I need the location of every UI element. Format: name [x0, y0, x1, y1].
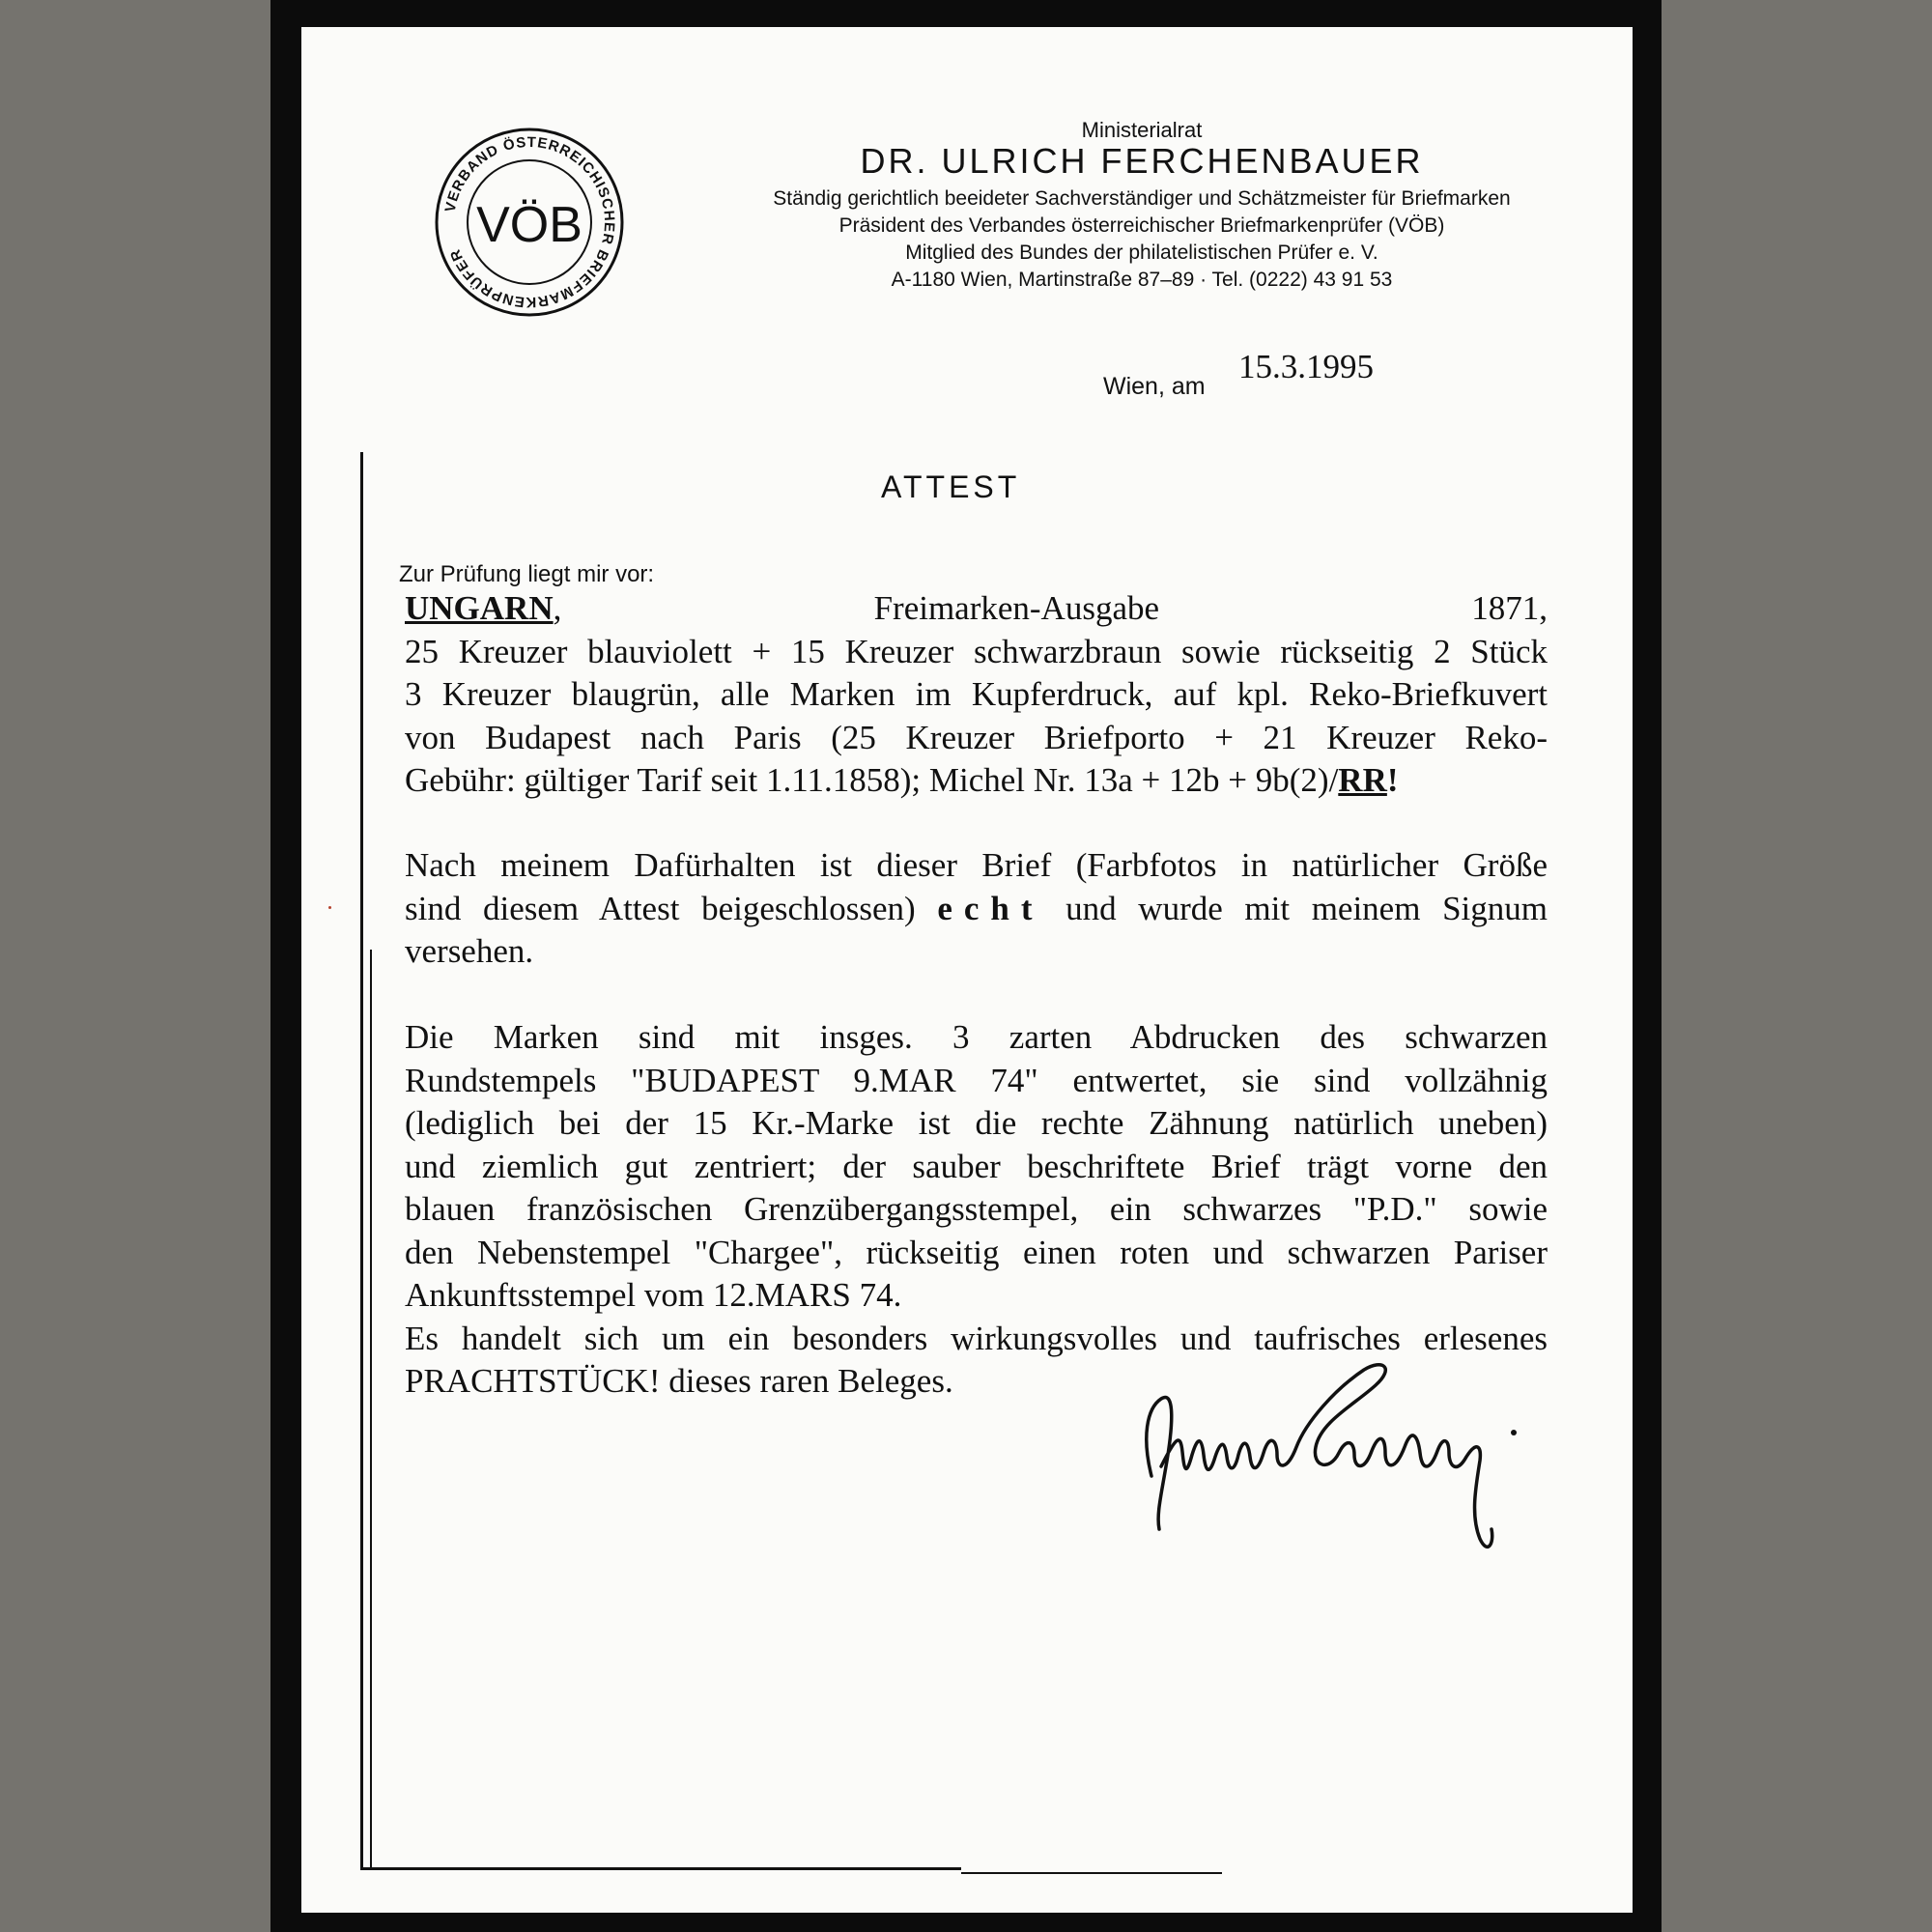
- paragraph-line: 3 Kreuzer blaugrün, alle Marken im Kupferdruck, auf kpl. Reko-Briefkuvert: [405, 675, 1548, 713]
- paragraph-line: Gebühr: gültiger Tarif seit 1.11.1858); Michel Nr. 13a + 12b + 9b(2)/RR!: [405, 761, 1399, 799]
- header-line-president: Präsident des Verbandes österreichischer Briefmarkenprüfer (VÖB): [838, 214, 1445, 237]
- document-heading: ATTEST: [881, 469, 1021, 504]
- rarity-mark: RR: [1338, 761, 1387, 799]
- svg-text:VÖB: VÖB: [476, 197, 582, 253]
- paragraph-line: UNGARN, Freimarken-Ausgabe 1871,: [405, 589, 1548, 627]
- paragraph-line: sind diesem Attest beigeschlossen) echt und wurde mit meinem Signum: [405, 889, 1548, 927]
- paragraph-line: von Budapest nach Paris (25 Kreuzer Briefporto + 21 Kreuzer Reko-: [405, 718, 1548, 756]
- paragraph-line: den Nebenstempel "Chargee", rückseitig einen roten und schwarzen Pariser: [405, 1233, 1548, 1271]
- frame-line-left-inner: [370, 950, 372, 1867]
- paragraph-line: (lediglich bei der 15 Kr.-Marke ist die rechte Zähnung natürlich uneben): [405, 1104, 1548, 1142]
- paragraph-line: Es handelt sich um ein besonders wirkungsvolles und taufrisches erlesenes: [405, 1319, 1548, 1357]
- frame-line-bottom-extension: [961, 1872, 1222, 1874]
- paragraph-line: Nach meinem Dafürhalten ist dieser Brief (Farbfotos in natürlicher Größe: [405, 846, 1548, 884]
- certificate-sheet: [301, 27, 1633, 1913]
- opinion-paragraph: [405, 844, 1548, 974]
- svg-text:VERBAND ÖSTERREICHISCHER BRIEF: VERBAND ÖSTERREICHISCHER BRIEFMARKENPRÜFER: [441, 133, 618, 311]
- paragraph-line: Rundstempels "BUDAPEST 9.MAR 74" entwertet, sie sind vollzähnig: [405, 1061, 1548, 1099]
- paragraph-line: blauen französischen Grenzübergangsstempel, ein schwarzes "P.D." sowie: [405, 1190, 1548, 1228]
- header-line-expert: Ständig gerichtlich beeideter Sachverständiger und Schätzmeister für Briefmarken: [773, 187, 1511, 210]
- dateline-place: Wien, am: [1103, 373, 1206, 400]
- voeb-seal-logo: [433, 126, 626, 319]
- item-description-paragraph: [405, 587, 1548, 803]
- handwritten-signature: [1122, 1331, 1538, 1573]
- stray-ink-mark: [328, 906, 331, 909]
- paragraph-line: versehen.: [405, 932, 534, 970]
- header-name: DR. ULRICH FERCHENBAUER: [860, 141, 1424, 181]
- intro-label: Zur Prüfung liegt mir vor:: [399, 561, 655, 587]
- country-name: UNGARN: [405, 589, 554, 627]
- paragraph-line: Die Marken sind mit insges. 3 zarten Abdrucken des schwarzen: [405, 1018, 1548, 1056]
- frame-line-left: [360, 452, 363, 1870]
- header-line-address: A-1180 Wien, Martinstraße 87–89 · Tel. (0222) 43 91 53: [891, 269, 1393, 291]
- paragraph-line: Ankunftsstempel vom 12.MARS 74.: [405, 1276, 902, 1314]
- genuine-verdict: echt: [937, 889, 1044, 927]
- paragraph-line: 25 Kreuzer blauviolett + 15 Kreuzer schwarzbraun sowie rückseitig 2 Stück: [405, 632, 1548, 670]
- dateline-date: 15.3.1995: [1238, 348, 1374, 385]
- frame-line-bottom: [360, 1867, 961, 1870]
- header-title: Ministerialrat: [1081, 118, 1203, 142]
- header-line-member: Mitglied des Bundes der philatelistischen Prüfer e. V.: [905, 242, 1378, 264]
- paragraph-line: PRACHTSTÜCK! dieses raren Beleges.: [405, 1362, 953, 1400]
- paragraph-line: und ziemlich gut zentriert; der sauber beschriftete Brief trägt vorne den: [405, 1147, 1548, 1185]
